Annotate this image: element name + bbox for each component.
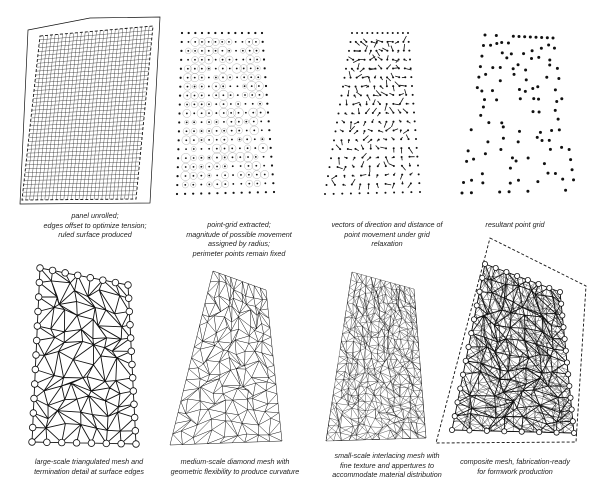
caption-panel-unrolled: panel unrolled; edges offset to optimize tension; ruled surface produced [43,211,147,240]
panel-large-mesh [29,265,140,448]
panel-medium-mesh [170,271,282,445]
caption-composite-mesh: composite mesh, fabrication-ready for formwork production [460,457,570,476]
panel-unrolled [20,17,160,204]
caption-small-mesh: small-scale interlacing mesh with fine texture and appertures to accommodate material distribution [332,451,442,480]
panel-vectors [324,32,421,195]
panel-small-mesh [326,272,426,441]
panel-composite-mesh [436,238,586,443]
caption-large-mesh: large-scale triangulated mesh and termination detail at surface edges [34,457,144,476]
caption-point-grid: point-grid extracted; magnitude of possible movement assigned by radius; perimeter points remain fixed [186,220,292,258]
caption-vectors: vectors of direction and distance of point movement under grid relaxation [331,220,443,249]
panel-point-grid [176,32,275,195]
panel-resultant-grid [461,34,576,195]
caption-medium-mesh: medium-scale diamond mesh with geometric flexibility to produce curvature [170,457,300,476]
caption-resultant-grid: resultant point grid [485,220,545,229]
